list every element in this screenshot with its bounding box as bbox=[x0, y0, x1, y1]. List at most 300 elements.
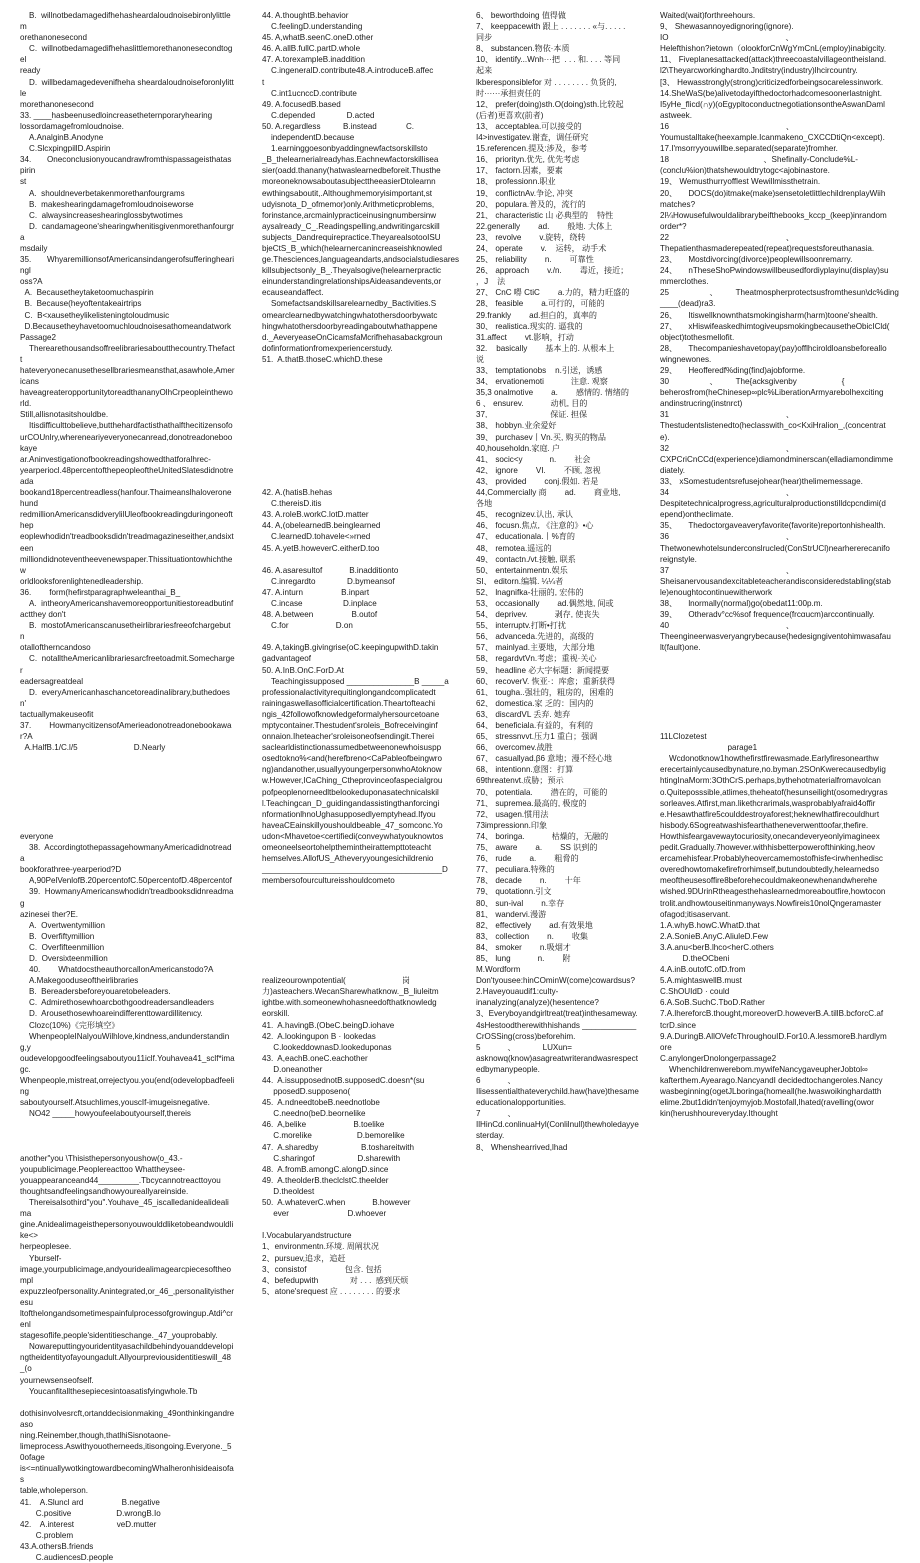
text-line: ng)andanother,usuallyyoungerpersonwhoAtoknow bbox=[262, 765, 442, 775]
text-line: 46. A,belike B.toelike bbox=[262, 1120, 385, 1130]
text-line: A. Becausetheytaketoomuchaspirin bbox=[20, 288, 154, 298]
text-line: 71、 supremea.最高的, 极度的 bbox=[476, 798, 587, 808]
text-line: 72、 usagen.惯用法 bbox=[476, 809, 549, 819]
text-line: 25 、 Theatmospherprotectsusfromthesun\dc%ding bbox=[660, 288, 899, 298]
text-line: 49. A.focusedB.based bbox=[262, 99, 341, 109]
text-line: 5.A.mightaswellB.must bbox=[660, 976, 742, 986]
text-line: D. everyAmericanhaschancetoreadinalibrary,buthedoesn' bbox=[20, 687, 230, 708]
text-line: 40. WhatdocstheauthorcallonAmericanstodo?A bbox=[20, 965, 214, 975]
text-line: osedtokno%<and(herefbreno<CaPableofbeingwro bbox=[262, 754, 442, 764]
text-line bbox=[262, 931, 472, 942]
text-line: youappearanceand44_________.Tbcycannotreacttoyou bbox=[20, 1175, 221, 1185]
text-line: 48. A.between B.outof bbox=[262, 610, 378, 620]
text-column-4 bbox=[660, 10, 910, 1335]
text-line: 45. A,whatB.seenC.oneD.other bbox=[262, 33, 374, 43]
text-line: 47、 educationala.丨%育的 bbox=[476, 532, 575, 542]
text-line: C. Admirethosewhoarcbothgoodreadersandleaders bbox=[20, 998, 214, 1008]
text-line: 47. A.sharedby B.toshareitwith bbox=[262, 1142, 415, 1152]
text-line: ofagod;itisaservant. bbox=[660, 909, 731, 919]
text-line: o.Quiteposssible,atlimes,theheatof(hesunseilight(osomedrygras bbox=[660, 787, 888, 797]
text-line: Teachingissupposed _______________B _____a bbox=[262, 676, 449, 686]
text-line: 24、 operate v. 运转， 动手术 bbox=[476, 243, 607, 253]
text-line bbox=[262, 964, 472, 975]
text-line: saboutyourself.Atsuchlimes,youscIf-imugeisnegative. bbox=[20, 1098, 210, 1108]
text-line: kin(herushhoureveryday.Ithought bbox=[660, 1109, 778, 1119]
text-line: t bbox=[262, 77, 265, 87]
text-line: limeprocess.Aswithyouotherneeds,itisongoing.Everyone._50ofage bbox=[20, 1442, 232, 1463]
text-line bbox=[20, 764, 235, 775]
text-line: 32 、 bbox=[660, 443, 795, 453]
text-line: 67、 casuallyad.β6 意地；漫不经心地 bbox=[476, 754, 612, 764]
text-line: 4.A.inB.outofC.ofD.from bbox=[660, 965, 746, 975]
text-line: C.audiencesD.people bbox=[20, 1553, 114, 1563]
text-line: urCOUnlry,whereneariyeveryonecanread,donotreadonebookaye bbox=[20, 432, 233, 453]
text-line: sterday. bbox=[476, 1131, 505, 1141]
text-line: C.lookeddownasD.lookeduponas bbox=[262, 1042, 392, 1052]
text-line: Thestudentslistenedto(heclasswith_co<KxiHralion_,(concentrat bbox=[660, 421, 886, 431]
text-line bbox=[262, 398, 472, 409]
text-line: 力)asteachers.WecanSharewhatknow._B_liuleitm bbox=[262, 987, 439, 997]
text-line: omeoneelseortohelpthemintheirattempttoteacht bbox=[262, 843, 432, 853]
text-line: NO42 _____howyoufeelaboutyourself,thereis bbox=[20, 1109, 191, 1119]
text-line: 3、consistof 包含. 包括 bbox=[262, 1264, 382, 1274]
text-line: eoplewhodidn'treadbooksdidn'treadmagazineseither,andsixteen bbox=[20, 532, 234, 553]
text-column-2 bbox=[262, 10, 472, 1335]
text-line: A.Makegooduseoftheirlibraries bbox=[20, 976, 139, 986]
text-line bbox=[20, 775, 235, 786]
text-line: C.SlcxpingpillD.Aspirin bbox=[20, 144, 111, 154]
text-line: msdaily bbox=[20, 243, 48, 253]
text-line: 68、 intentionn.意图：打算 bbox=[476, 765, 574, 775]
text-line: ngtheidentityofayoungadult.Allyourpreviousidentitieswill_48_(o bbox=[20, 1353, 232, 1374]
text-line: realizeourownpotential( 岗 bbox=[262, 976, 410, 986]
text-line: 33、 xSomestudentsrefusejohear(hear)thelimemessage. bbox=[660, 476, 863, 486]
text-line: ngis_42followofknowledgeformalyhersourcetoane bbox=[262, 709, 440, 719]
text-line: ning.Reinember,though,thatlhiSisnotaone- bbox=[20, 1431, 171, 1440]
text-line: 54、 deprivev. 剥存, 使丧失 bbox=[476, 610, 600, 620]
text-line: 35,3 onalmotive a. 感情的. 情绪的 bbox=[476, 388, 629, 398]
text-line: CXPCriCnCCd(experience)diamondminerscan(elladiamondimme bbox=[660, 454, 894, 464]
text-line: 14.SheWaS(be)alivetodayifthedoctorhadcomesoonerlastnight. bbox=[660, 88, 882, 98]
text-line bbox=[262, 953, 472, 964]
text-line: 46. A.allB.fullC.partD.whole bbox=[262, 44, 361, 54]
text-line: another"you \Thisisthepersonyoushow(o_43.- bbox=[20, 1153, 183, 1163]
text-line: everyone bbox=[20, 831, 54, 841]
text-line: Itisdifficulttobelieve,butthehardfactisthathalfthecitizensofo bbox=[20, 421, 233, 431]
text-line: 63、 discardVL 丢弃. 她弃 bbox=[476, 709, 571, 719]
text-line bbox=[262, 1219, 472, 1230]
text-line bbox=[262, 476, 472, 487]
text-line bbox=[660, 687, 910, 698]
text-line: 8、 substancen.物依·本质 bbox=[476, 44, 570, 54]
text-line: ge.Thesciences,languageandarts,andsocialstudiesares bbox=[262, 255, 460, 265]
text-line: 33、 temptationobs n.引送，诱感 bbox=[476, 366, 603, 375]
text-line: 31.affect vt.影响，打动 bbox=[476, 332, 574, 342]
text-line: otalloftherncandoso bbox=[20, 643, 91, 653]
text-line: haveagreateropportunitytoreadthananyOlhCrpeopleintheworld. bbox=[20, 388, 233, 409]
text-line bbox=[20, 753, 235, 764]
text-column-3 bbox=[476, 10, 650, 1335]
text-line: 3、Everyboyandgirltreat(treat)inthesameway. bbox=[476, 1009, 638, 1019]
text-line: 61、 tougha..强壮的，粗房的，困难的 bbox=[476, 687, 614, 697]
text-line bbox=[20, 1397, 235, 1408]
text-line: I4>investigatev.谢査，调任研究 bbox=[476, 133, 589, 143]
text-line: 27、 CnC 嘚 CtiC a.力的，精力旺盛的 bbox=[476, 288, 630, 298]
text-line: lkberesponsiblefor 对 . . . . . . . . 负货的, bbox=[476, 77, 617, 87]
text-line: nformationlhnoUghasupposedlyemptyhead.Ifyou bbox=[262, 809, 436, 819]
text-line: table,wholeperson. bbox=[20, 1486, 88, 1496]
text-line: tactuallymakeuseofit bbox=[20, 709, 94, 719]
text-line: 44. A.thoughtB.behavior bbox=[262, 11, 349, 20]
text-line: Theengineerwasveryangrybecause(hedesigngiventohimwasafau bbox=[660, 632, 891, 642]
text-line: 57、 mainlyad.主要地，大部分地 bbox=[476, 643, 595, 653]
text-line: 16、 priorityn.优先, 优先考虑 bbox=[476, 155, 580, 165]
text-line: udon<Mhavetoe<certifiedi(conveywhatyouknowtos bbox=[262, 831, 444, 841]
text-line bbox=[262, 432, 472, 443]
text-line: 30、 realistica.现实的. 逼我的 bbox=[476, 321, 583, 331]
text-line: oss?A bbox=[20, 277, 43, 287]
text-line: 44. A,(obelearnedB.beinglearned bbox=[262, 521, 381, 531]
text-line: 11、 Fiveplanesattacked(attack)threecoastalvillageontheisland. bbox=[660, 55, 887, 65]
text-line: Still,allisnotasitshouldbe. bbox=[20, 410, 109, 420]
text-line: (后者)更喜欢(前者) bbox=[476, 110, 544, 120]
text-line: 22 、 bbox=[660, 232, 795, 242]
text-line: kafterthem.Ayearago.NancyandI decidedtochangeroles.Nancy bbox=[660, 1076, 883, 1085]
text-line: 39、 Otheradv°cc%sof frequence(frcαucm)arccontinually. bbox=[660, 610, 875, 620]
text-line: D. willbedamagedevenifheha sheardaloudnoiseforonlylittle bbox=[20, 77, 234, 98]
text-line: mptycontainer.Thestudent'sroleis_Bofreceivinginf bbox=[262, 721, 438, 730]
text-line: 49. A.theolderB.theclclstC.theelder bbox=[262, 1175, 389, 1185]
text-line: wished.9DUrinRtheagesthehaslearnedmoreaboutfire,howtocon bbox=[660, 887, 886, 897]
text-line: D. candamageone'shearingwhenitisgivenmorethanfourgra bbox=[20, 221, 234, 242]
text-line: 76、 rude a. 粗脅的 bbox=[476, 854, 579, 864]
text-line: Whenchildrenwerebom.mywifeNancygaveupherJobtol∞ bbox=[660, 1064, 868, 1074]
text-line: 1.earninggoesonbyaddingnewfactsorskillsto bbox=[262, 144, 428, 154]
text-line: 6 、 ensurev. 动机, 目的 bbox=[476, 399, 588, 409]
text-line: 49、 contactn./vt.接触, 联系 bbox=[476, 554, 576, 564]
text-line: C.thereisD.itis bbox=[262, 499, 322, 509]
text-line: I5yHe_flicd(∩y)(oEgypltoconductnegotiationsontheAswanDaml bbox=[660, 99, 885, 109]
text-line: object)tothesmellofit. bbox=[660, 332, 735, 342]
text-line: 19、 Wemusthurryofflest Wewillmissthetrain. bbox=[660, 177, 821, 187]
text-line: 4sHestoodtherewithhishands ____________ bbox=[476, 1020, 637, 1030]
text-line: ecauseandaffect. bbox=[262, 288, 324, 298]
text-line: C.morelike D.bemorelike bbox=[262, 1131, 405, 1141]
text-line: 34、 ervationemoti 注意. 观察 bbox=[476, 377, 608, 387]
text-line: eorskill. bbox=[262, 1009, 290, 1019]
text-line: 58、 regardvtVn.考虑；重视·关心 bbox=[476, 654, 597, 664]
text-line: 24、 nTheseShoPwindowswillbeusedfordiyplayinu(display)su bbox=[660, 266, 889, 276]
text-line: 77、 peculiara.特殊的 bbox=[476, 865, 555, 875]
text-line: 说 bbox=[476, 354, 485, 364]
text-line: 46. A.asaresultof B.inadditionto bbox=[262, 565, 399, 575]
text-line: 39、 purchasev丨Vn.买, 购买的物品 bbox=[476, 432, 606, 442]
text-line: matches? bbox=[660, 199, 696, 209]
text-line: 52、 lnagnifka-壮丽的, 宏伟的 bbox=[476, 587, 584, 597]
text-line: 48. A.fromB.amongC.alongD.since bbox=[262, 1164, 389, 1174]
text-line: 84、 smoker n.吸烟才 bbox=[476, 942, 571, 952]
text-line: 3.A.anu<berB.lhco<herC.others bbox=[660, 942, 774, 952]
text-line: sier(oadd.thanany(hatwaslearnedbeforeit.Thusthe bbox=[262, 166, 441, 176]
text-line: 25、 reliability n. 可靠性 bbox=[476, 255, 594, 265]
text-line: 1、environmentn.环境. 周阐状况 bbox=[262, 1242, 379, 1252]
text-line bbox=[262, 465, 472, 476]
text-line: 44. A.issupposednotB.supposedC.doesn*(su bbox=[262, 1076, 425, 1085]
text-line: 70、 potentiala. 潜在的，可能的 bbox=[476, 787, 608, 797]
text-line bbox=[262, 920, 472, 931]
text-line: 43. A,eachB.oneC.eachother bbox=[262, 1053, 368, 1063]
text-line: 19、 conflictnAv.争论, 冲突 bbox=[476, 188, 573, 198]
text-line: 65、 stressnvvt.压力1 重白；强调 bbox=[476, 732, 598, 742]
text-line: 22.generally ad. 般地. 大体上 bbox=[476, 221, 613, 231]
text-line: 62、 domestica.家 乏的：国内的 bbox=[476, 698, 594, 708]
text-line bbox=[20, 1119, 235, 1130]
text-line: milliondidnoteventheevenewspaper.Thissituationtowhichthew bbox=[20, 554, 233, 575]
text-line: killsubjectsonly_B_.Theyalsogive(helearnerpractic bbox=[262, 266, 442, 276]
text-line: 29、 Heofferedf%ding(find)ajobforme. bbox=[660, 366, 806, 375]
text-column-1 bbox=[20, 10, 235, 1563]
text-line: 12、 prefer(doing)sth.O(doing)sth.比较起 bbox=[476, 99, 624, 109]
text-line: order*? bbox=[660, 221, 687, 231]
text-line: C.sharingof D.sharewith bbox=[262, 1153, 401, 1163]
text-line: B. makeshearingdamagefromloudnoiseworse bbox=[20, 199, 194, 209]
text-line: 33. ____hasbeenusedloincreasetheternporaryhearing bbox=[20, 110, 213, 120]
text-line: sorleaves.Atfirst,man.likethcrarimals,wasprobablyafraid4offir bbox=[660, 798, 876, 808]
text-line: C.incase D.inplace bbox=[262, 598, 377, 608]
text-line: C.inregardto D.bymeansof bbox=[262, 576, 395, 586]
text-line: andinstrucring(instrιrct) bbox=[660, 399, 743, 409]
text-line: A. intheoryAmericanshavemoreopportunitiestoreadbutinf bbox=[20, 598, 234, 608]
text-line: Somefactsandskillsarelearnedby_Bactivities.S bbox=[262, 299, 437, 309]
text-line: 59、 headline 必大字标题：新闻提要 bbox=[476, 665, 610, 675]
text-line: 26、 Itiswellknownthatsmokingisharm(harm)toone'shealth. bbox=[660, 310, 878, 320]
text-line: 35. WhyaremillionsofAmericansindangerofsufferinghearingl bbox=[20, 255, 234, 276]
text-line: subjects_Dandrequirepractice.TheyarealsotooISU bbox=[262, 232, 441, 242]
text-line: morethanonesecond bbox=[20, 99, 94, 109]
text-line: 2.Haveyouaudif1:culty- bbox=[476, 987, 559, 997]
text-line: yearperiocl.48percentofthepeopleoftheUnitedSlatesdidnotreada bbox=[20, 465, 234, 486]
text-line bbox=[20, 787, 235, 798]
text-line: ever D.whoever bbox=[262, 1209, 387, 1219]
text-line: lt(fault)one. bbox=[660, 643, 701, 653]
text-line: Youmustalltake(heexample.Icanmakeno_CXCCDtiQn<except). bbox=[660, 133, 885, 143]
text-line: 8、 Whenshearrived,lhad bbox=[476, 1142, 568, 1152]
text-line: ready bbox=[20, 66, 41, 76]
text-line: Sheisanervousandexcitableteacherandisconsideredstabling(stab bbox=[660, 576, 891, 586]
text-line: A. Overtwentymillion bbox=[20, 920, 106, 930]
text-line: dothisinvolvesrcft,ortanddecisionmaking_49onthinkingandreaso bbox=[20, 1408, 235, 1429]
text-line: asknowq(know)asagreatwriterandwasrespect bbox=[476, 1053, 638, 1063]
text-line: gadvantageof bbox=[262, 654, 312, 664]
text-line: rainingaswellasofficialcertification.Theartofteachi bbox=[262, 698, 436, 708]
text-line: hisbody.6Sogreatwashisfearthatheneverwenttoofar,thefire. bbox=[660, 820, 869, 830]
text-line: WhenpeopleINalyouWilhlove,kindness,andunderstanding,y bbox=[20, 1031, 230, 1052]
text-line: forinstance,arcmainlypracticeinusingnumbersinw bbox=[262, 210, 437, 220]
text-line: e). bbox=[660, 432, 670, 442]
text-line: saclearldistinctionassumedbetweenonewhoisuspp bbox=[262, 743, 442, 753]
text-line: C.learnedD.tohavele<»rned bbox=[262, 532, 371, 542]
text-line: 16 、 bbox=[660, 121, 795, 131]
text-line: 45. A.yetB.howeverC.eitherD.too bbox=[262, 543, 380, 553]
text-line: l2\Theyarcworkinghardto.Jnditstry(industry)lhcircountry. bbox=[660, 66, 858, 76]
text-line: C. Overfifteenmillion bbox=[20, 942, 105, 952]
text-line bbox=[262, 554, 472, 565]
text-line: 39. HowmanyAmericanswhodidn'treadbooksdidnreadmag bbox=[20, 887, 234, 908]
text-line: hingwhatothersdoorbyreadingaboutwhathappene bbox=[262, 321, 438, 331]
text-line: 75、 aware a. SS 识到的 bbox=[476, 843, 598, 853]
text-line: membersofourcultureisshouldcometo bbox=[262, 876, 395, 886]
text-line: hateveryonecanusethesellbrariesmeansthat,asawhole,Americans bbox=[20, 366, 235, 387]
text-line: IlHinCd.conlinuaHyl(Conlilnull)thewholedayye bbox=[476, 1120, 639, 1130]
text-line: 42. A.interest veD.mutter bbox=[20, 1519, 157, 1529]
text-line: 37, 保证. 担保 bbox=[476, 410, 588, 420]
text-line: Don'tyousee:hinCOminW(come)cowardsus? bbox=[476, 976, 635, 986]
text-line: C.ShOUIdD · could bbox=[660, 987, 730, 997]
text-line: 46、 focusn.焦点, 《注意的》•心 bbox=[476, 521, 594, 531]
text-line: w.However,ICaChing_CtheprovinceofaspeciaIgrou bbox=[262, 776, 443, 786]
text-line: dofinformationfromexperiencerstudy. bbox=[262, 343, 393, 353]
text-line: 34. Oneconclusionyoucandrawfromthispassageisthataspirin bbox=[20, 155, 232, 176]
text-line: gine.Anidealimageisthepersonyouwoulddliketobeandwouldlike<> bbox=[20, 1220, 234, 1241]
text-line: 81、 wandervi.漫游 bbox=[476, 909, 547, 919]
text-line: C. willnotbedamagedifhehaslittlemorethanonesecondtogel bbox=[20, 44, 233, 65]
text-line: 5、atone'srequest 应 . . . . . . . . 的要求 bbox=[262, 1286, 401, 1296]
text-line: einunderstandingrelationshipsAideasandevents,or bbox=[262, 277, 442, 287]
text-line: herpeoplesee. bbox=[20, 1242, 72, 1252]
text-line: ercamehisfear.Probablyheovercamemostofhisfe<irwhenhedisc bbox=[660, 854, 883, 864]
text-line: 15.referencen.提及:涉及，参考 bbox=[476, 144, 588, 154]
text-line: C.problem bbox=[20, 1530, 74, 1540]
text-line bbox=[660, 676, 910, 687]
text-line: (conclu%ion)thatshewouldtrytogc<ajobinastore. bbox=[660, 166, 830, 176]
text-line: 18 、Shefinally-Conclude%L- bbox=[660, 155, 858, 165]
text-line: educationalopportunities. bbox=[476, 1098, 566, 1108]
text-line: pposedD.supposeno( bbox=[262, 1087, 351, 1097]
text-line: diately. bbox=[660, 465, 686, 475]
text-line: 79、 quotationn.引文 bbox=[476, 887, 552, 897]
text-line: 1.A.whyB.howC.WhatD.that bbox=[660, 920, 760, 930]
text-line: ，J 法 bbox=[476, 277, 506, 287]
text-line: B. Overfiftymillion bbox=[20, 931, 95, 941]
text-line: 6 、 bbox=[476, 1076, 516, 1085]
text-line: Yburself- bbox=[20, 1253, 62, 1263]
text-line: ltofthelongandsometimespainfulprocessofgrowingup.Atdi^crenl bbox=[20, 1308, 234, 1330]
text-line: trolit.andhowtouseitinmanyways.Nowfireis10nolQngeramaster bbox=[660, 898, 882, 908]
text-line: 27、 xHiswifeaskedhimtogiveupsmokingbecausetheObicICld( bbox=[660, 321, 890, 331]
text-line: image,yourpublicimage,andyouridealimagearcpiecesoftheompl bbox=[20, 1264, 232, 1285]
text-line: bookforathree-yearperiod?D bbox=[20, 865, 122, 875]
text-line: Thepatienthasmaderepeated(repeat)requestsforeuthanasia. bbox=[660, 243, 875, 253]
text-line bbox=[660, 698, 910, 709]
text-line: 34 、 bbox=[660, 488, 795, 498]
text-line bbox=[262, 886, 472, 897]
text-line: A. shouldneverbetakenmorethanfourgrams bbox=[20, 188, 185, 198]
text-line: 40 、 bbox=[660, 621, 795, 631]
text-line bbox=[262, 409, 472, 420]
text-line: 45. A.ndneedtobeB.neednotlobe bbox=[262, 1098, 380, 1108]
text-line: meoftheusesoffire8beforehecouldmakeonewhenandwherehe bbox=[660, 876, 878, 886]
text-line: 13、 acceptablea.可以接受的 bbox=[476, 121, 582, 131]
text-line: wasbeginning(ogetJLboringa(homeall(he.lwaswoikinghardatth bbox=[660, 1087, 882, 1097]
text-line: omearclearnedbywatchingwhatothersdoorbywatc bbox=[262, 310, 438, 320]
text-line: inanalyzing(analyze)(hesentence? bbox=[476, 998, 599, 1008]
text-line: 53、 occasionally ad.偶然地, 间或 bbox=[476, 598, 614, 608]
text-line: CrOSSing(cross)beforehim. bbox=[476, 1031, 576, 1041]
text-line: 4、befedupwith 对 . . . 感到厌烦 bbox=[262, 1275, 409, 1285]
text-line: 10、 identify...Wnh···把 . . . 和. . . . 等同 bbox=[476, 55, 621, 65]
text-line: reignstyle. bbox=[660, 554, 697, 564]
text-line: C.depended D.acted bbox=[262, 110, 375, 120]
text-line: 56、 advanceda.先进的，高级的 bbox=[476, 632, 594, 642]
text-line: 41. A.Sluncl ard B.negative bbox=[20, 1497, 160, 1507]
text-line: eadersagreatdeal bbox=[20, 676, 83, 686]
text-line: thoughtsandfeelingsandhowyoureallyareinside. bbox=[20, 1186, 189, 1196]
text-line: 时······承担责任的 bbox=[476, 88, 541, 98]
text-line: d._AeveryeaseOnCicamsfaMcrifhehasabackgroun bbox=[262, 332, 443, 342]
text-line: 6、 beworthdoing 值得做 bbox=[476, 11, 566, 20]
text-line: C.for D.on bbox=[262, 621, 353, 631]
text-line: 5 、 LUXun= bbox=[476, 1042, 573, 1052]
text-line: 11LClozetest bbox=[660, 732, 707, 742]
text-line: professionalactivityrequitinglongandcomplicatedt bbox=[262, 687, 436, 697]
text-line: 69threatenvt.成胁；预示 bbox=[476, 776, 564, 786]
text-line: 64、 beneficiala.有益的，有利的 bbox=[476, 721, 593, 730]
text-line: st bbox=[20, 177, 27, 187]
text-line: 50. A.InB.OnC.ForD.At bbox=[262, 665, 344, 675]
text-line: 18、 professionn.职业 bbox=[476, 177, 556, 187]
text-line: 31 、 bbox=[660, 410, 795, 420]
text-line: 42. A.(hatisB.hehas bbox=[262, 488, 333, 498]
text-line: Youcanfitallthesepiecesintoasatisfyingwhole.Tb bbox=[20, 1386, 198, 1396]
text-line: 37 、 bbox=[660, 565, 795, 575]
text-line bbox=[660, 720, 910, 731]
text-line: 78、 decade n. 十年 bbox=[476, 876, 581, 886]
text-line: 43. A.roleB.workC.lotD.matter bbox=[262, 510, 369, 520]
text-line: B. Bereadersbeforeyouaretobeleaders. bbox=[20, 987, 171, 997]
text-line: Waited(wait)forthreehours. bbox=[660, 11, 756, 20]
text-line: D.theOCbeni bbox=[660, 953, 730, 963]
text-line: 32. basically 基本上的. 从根本上 bbox=[476, 343, 615, 353]
text-line: haveaCEainskillyoushouldbeable_47_somconc.Yo bbox=[262, 820, 443, 830]
text-line: 38. AccordingtothepassagehowmanyAmericadidnotreada bbox=[20, 843, 232, 864]
text-line: 60、 recoverV. 恢亚·：库愈；重新获得 bbox=[476, 676, 616, 686]
text-line: 55、 interruptv.打断•打扰 bbox=[476, 621, 566, 631]
text-line: oudevelopgoodfeelingsaboutyou11iclf.Youhavea41_sclf*imagc. bbox=[20, 1053, 235, 1074]
text-line: wingnewones. bbox=[660, 354, 712, 364]
text-line: tcrD.since bbox=[660, 1020, 696, 1030]
text-line bbox=[20, 1142, 235, 1153]
text-line bbox=[660, 665, 910, 676]
text-line: 50. A.regardless B.instead C. bbox=[262, 121, 415, 131]
text-line: Passage2 bbox=[20, 332, 56, 342]
text-line: bookand18percentreadless(hanfour.Thaimeanslhaloveronehund bbox=[20, 488, 232, 509]
text-line: 7、 keeppacewith 跟上 . . . . . . . «与. . . . . bbox=[476, 22, 626, 32]
text-line bbox=[20, 820, 235, 831]
text-line: moreoneknowsaboutasubjecttheeasierDtolearnn bbox=[262, 177, 436, 187]
text-line: edbymanypeople. bbox=[476, 1064, 540, 1074]
text-line: orethanonesecond bbox=[20, 33, 88, 43]
text-line bbox=[262, 376, 472, 387]
text-line: onnaion.Iheteacher'sroleisoneofsendingit.Therei bbox=[262, 732, 435, 742]
text-line: redmillionAmericansdidverylilUleofbookreadingduringoneofthep bbox=[20, 510, 233, 531]
text-line: ________________________________________D bbox=[262, 865, 448, 875]
text-line: 49. A,takingB.givingrise(oC.keepingupwithD.takin bbox=[262, 643, 439, 653]
text-line: IO 、 bbox=[660, 33, 794, 43]
text-line: 45、 recognizev.认出, 承认 bbox=[476, 510, 574, 520]
text-line: mmerclothes. bbox=[660, 277, 709, 287]
text-line: 47. A.torexampleB.inaddition bbox=[262, 55, 366, 65]
text-line: astweek. bbox=[660, 110, 692, 120]
